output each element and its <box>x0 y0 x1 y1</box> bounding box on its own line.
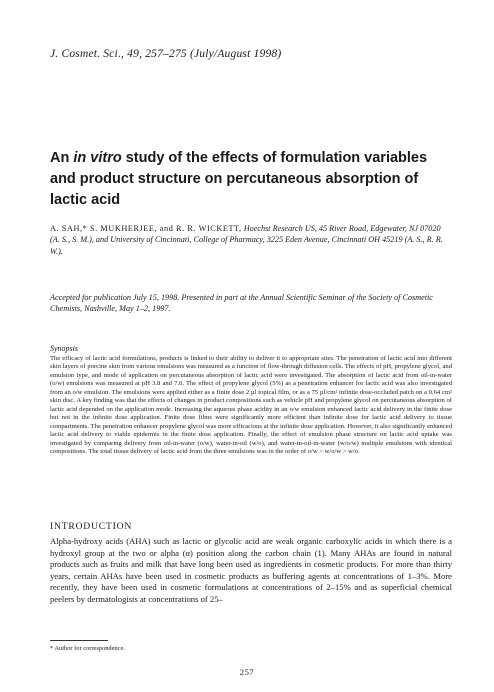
section-heading-introduction: INTRODUCTION <box>50 521 133 532</box>
title-emphasis: in vitro <box>73 150 122 166</box>
author-affiliations: Hoechst Research US, 45 River Road, Edgewater, NJ 07020 (A. S., S. M.), and University of Cincinnati, College of Pharmacy, 3225 Eden Avenue, Cincinnati OH 45219 (A. S., R. R. W.). <box>50 224 443 256</box>
acceptance-note: Accepted for publication July 15, 1998. Presented in part at the Annual Scientific Seminar of the Society of Cosmetic Chemists, Nashville, May 1–2, 1997. <box>50 293 433 314</box>
article-title <box>50 148 450 211</box>
title-prefix: An <box>50 150 74 166</box>
page-number: 257 <box>239 667 255 677</box>
author-names: A. SAH,* S. MUKHERJEE, and R. R. WICKETT, <box>50 224 242 233</box>
synopsis-label: Synopsis <box>50 344 78 353</box>
title-rest: study of the effects of formulation variables and product structure on percutaneous absorption of lactic acid <box>50 150 428 208</box>
footnote: * Author for correspondence. <box>50 645 125 652</box>
author-block <box>50 223 450 257</box>
synopsis-text: The efficacy of lactic acid formulations, products is linked to their ability to deliver it to appropriate sites. The penetration of lactic acid into different skin layers of porcine skin from various emulsions was measured as a function of flow-through diffusion cells. The effects of pH, propylene glycol, and emulsion type, and mode of application on percutaneous absorption of lactic acid were investigated. The absorption of lactic acid from oil-in-water (o/w) emulsions was measured at pH 3.8 and 7.0. The effect of propylene glycol (5%) as a penetration enhancer for lactic acid was also investigated from an o/w emulsion. The emulsions were applied either as a finite dose 2 µl topical film, or as a 75 µl/cm² infinite dose-occluded patch on a 0.64 cm² skin disc. A key finding was that the effects of changes in product compositions such as vehicle pH and propylene glycol on percutaneous absorption of lactic acid depended on the application mode. Increasing the aqueous phase acidity in an o/w emulsion enhanced lactic acid delivery in the finite dose but not in the infinite dose application. Finite dose films were significantly more efficient than infinite dose for lactic acid delivery to tissue compartments. The penetration enhancer propylene glycol was more efficacious at the infinite dose application. However, it also significantly enhanced lactic acid delivery to viable epidermis in the finite dose application. Finally, the effect of emulsion phase structure on lactic acid uptake was investigated by comparing delivery from oil-in-water (o/w), water-in-oil (w/o), and water-in-oil-in-water (w/o/w) multiple emulsions with identical compositions. The total tissue delivery of lactic acid from the three emulsions was in the order of o/w > w/o/w > w/o. <box>50 355 452 455</box>
introduction-text: Alpha-hydroxy acids (AHA) such as lactic or glycolic acid are weak organic carboxylic acids in which there is a hydroxyl group at the two or alpha (α) position along the carbon chain (1). Many AHAs are found in natural products such as fruits and milk that have long been used as ingredients in cosmetic products. For more than thirty years, certain AHAs have been used in cosmetic products as buffering agents at concentrations of 1–3%. More recently, they have been used in cosmetic formulations at concentrations of 2–15% and as superficial chemical peelers by dermatologists at concentrations of 25– <box>50 536 452 604</box>
journal-citation: J. Cosmet. Sci., 49, 257–275 (July/August 1998) <box>50 48 282 60</box>
footnote-rule <box>50 640 108 641</box>
